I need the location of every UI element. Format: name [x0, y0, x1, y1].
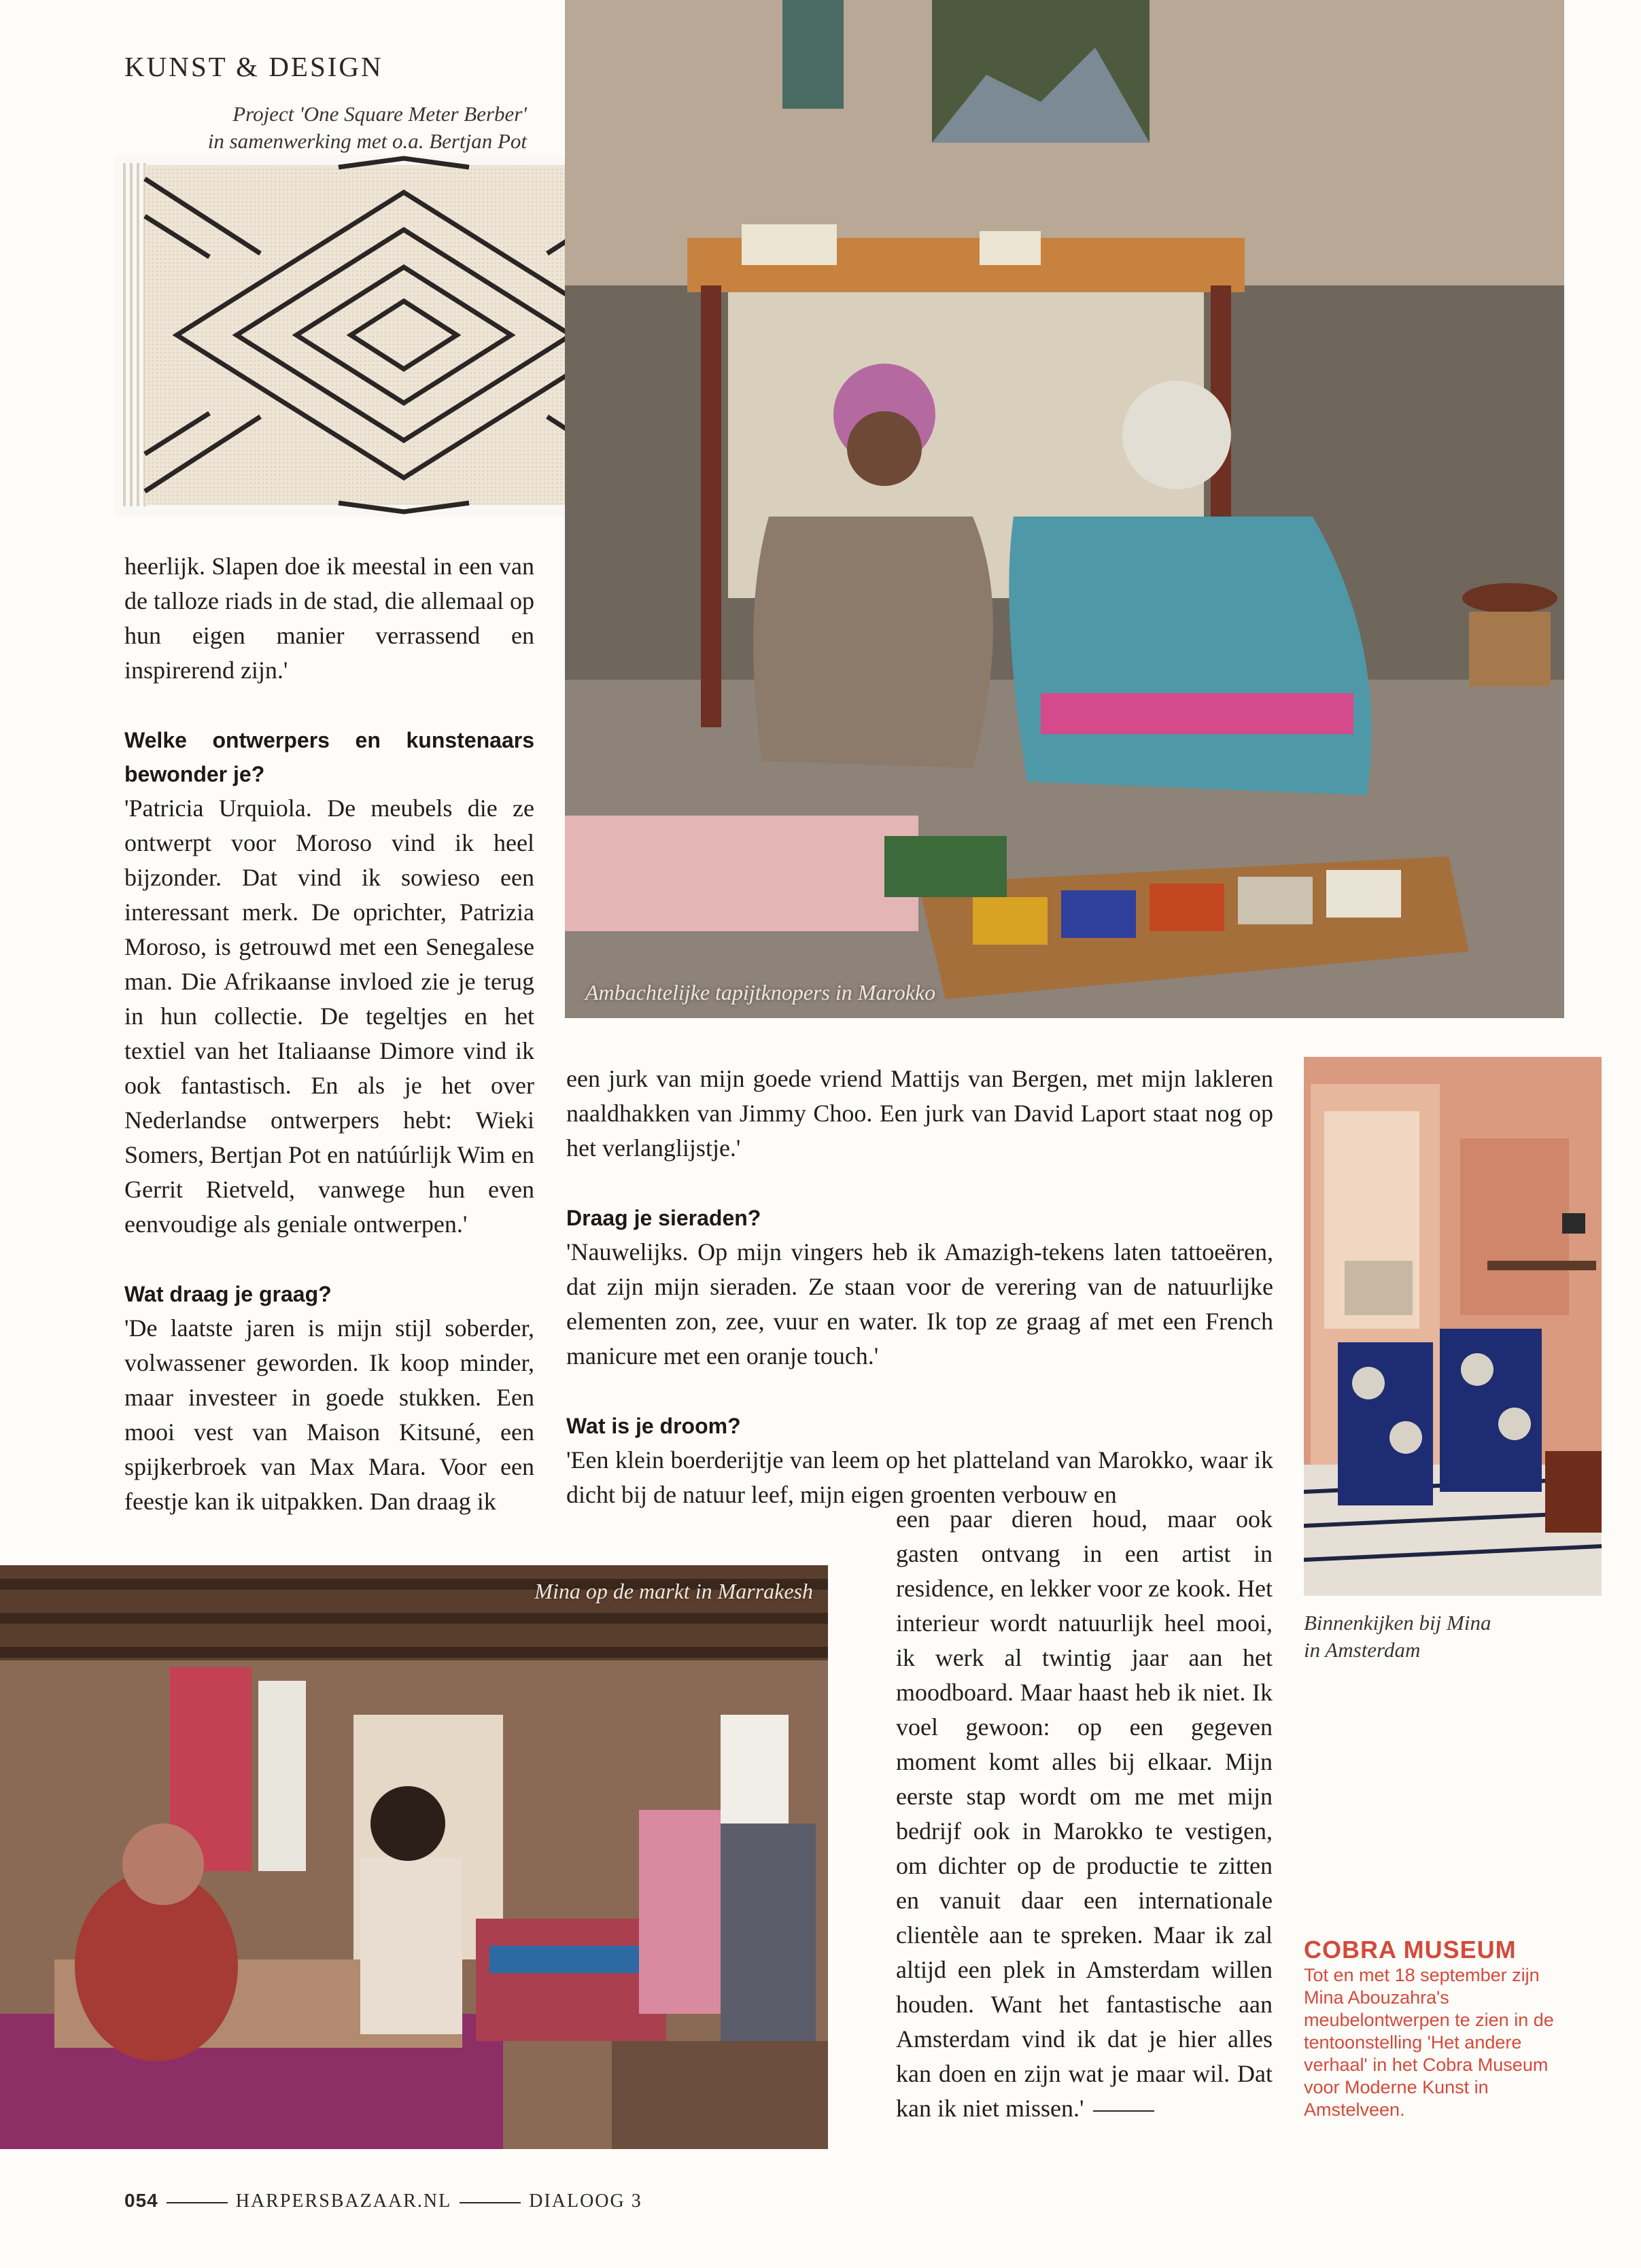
- column-left: [124, 549, 534, 1519]
- market-caption: Mina op de markt in Marrakesh: [534, 1579, 813, 1603]
- question-dream: Wat is je droom?: [566, 1414, 741, 1438]
- weavers-caption: Ambachtelijke tapijtknopers in Marokko: [585, 980, 936, 1005]
- answer-jewelry: 'Nauwelijks. Op mijn vingers heb ik Amazigh-tekens laten tattoeëren, dat zijn mijn sieraden. Ze staan voor de verering van de natuurlijke elementen zon, zee, vuur en water. Ik top ze graag af met een French manicure met een oranje touch.': [566, 1238, 1273, 1369]
- footer-rule: [460, 2202, 521, 2203]
- paragraph-intro: heerlijk. Slapen doe ik meestal in een van de talloze riads in de stad, die allemaal op hun eigen manier verrassend en inspirerend zijn.': [124, 553, 534, 684]
- column-right-narrow: [896, 1502, 1273, 2126]
- sidebar-title: COBRA MUSEUM: [1304, 1936, 1517, 1964]
- rug-caption: Project 'One Square Meter Berber' in samenwerking met o.a. Bertjan Pot: [207, 102, 527, 153]
- answer-dream-start: 'Een klein boerderijtje van leem op het platteland van Marokko, waar ik dicht bij de natuur leef, mijn eigen groenten verbouw en: [566, 1446, 1273, 1508]
- column-right: [566, 1062, 1273, 1512]
- page-footer: [124, 2190, 642, 2212]
- paragraph-continuation: een jurk van mijn goede vriend Mattijs van Bergen, met mijn lakleren naaldhakken van Jimmy Choo. Een jurk van David Laport staat nog op het verlanglijstje.': [566, 1065, 1273, 1162]
- end-mark: [1093, 2110, 1154, 2112]
- market-photo: [0, 1565, 828, 2149]
- weavers-photo: [565, 0, 1564, 1018]
- answer-clothing: 'De laatste jaren is mijn stijl soberder, volwassener geworden. Ik koop minder, maar investeer in goede stukken. Een mooi vest van Maison Kitsuné, een spijkerbroek van Max Mara. Voor een feestje kan ik uitpakken. Dan draag ik: [124, 1314, 534, 1515]
- interior-caption: Binnenkijken bij Mina in Amsterdam: [1304, 1611, 1491, 1662]
- footer-rule: [167, 2202, 228, 2203]
- question-jewelry: Draag je sieraden?: [566, 1206, 761, 1230]
- question-designers: Welke ontwerpers en kunstenaars bewonder je?: [124, 728, 534, 786]
- footer-issue: DIALOOG 3: [529, 2191, 642, 2212]
- answer-designers: 'Patricia Urquiola. De meubels die ze ontwerpt voor Moroso vind ik heel bijzonder. Dat vind ik sowieso een interessant merk. De oprichter, Patrizia Moroso, is getrouwd met een Senegalese man. Die Afrikaanse invloed zie je terug in hun collectie. De tegeltjes en het textiel van het Italiaanse Dimore vind ik ook fantastisch. En als je het over Nederlandse ontwerpers hebt: Wieki Somers, Bertjan Pot en natúúrlijk Wim en Gerrit Rietveld, vanwege hun even eenvoudige als geniale ontwerpen.': [124, 795, 534, 1238]
- cobra-museum-sidebar: [1304, 1936, 1562, 2121]
- sidebar-body: Tot en met 18 september zijn Mina Abouzahra's meubelontwerpen te zien in de tentoonstelling 'Het andere verhaal' in het Cobra Museum voor Moderne Kunst in Amstelveen.: [1304, 1965, 1554, 2120]
- answer-dream-end: een paar dieren houd, maar ook gasten ontvang in een artist in residence, en lekker voor ze kook. Het interieur wordt natuurlijk heel mooi, ik werk al twintig jaar aan het moodboard. Maar haast heb ik niet. Ik voel gewoon: op een gegeven moment komt alles bij elkaar. Mijn eerste stap wordt om me met mijn bedrijf ook in Marokko te vestigen, om dichter op de productie te zitten en vanuit daar een internationale clientèle aan te spreken. Maar ik zal altijd een plek in Amsterdam willen houden. Want het fantastische aan Amsterdam vind ik dat je hier alles kan doen en zijn wat je maar wil. Dat kan ik niet missen.': [896, 1505, 1273, 2122]
- question-clothing: Wat draag je graag?: [124, 1282, 332, 1306]
- page-number: 054: [124, 2190, 158, 2211]
- section-label: KUNST & DESIGN: [124, 51, 383, 82]
- footer-site: HARPERSBAZAAR.NL: [235, 2191, 452, 2212]
- interior-photo: [1304, 1057, 1602, 1596]
